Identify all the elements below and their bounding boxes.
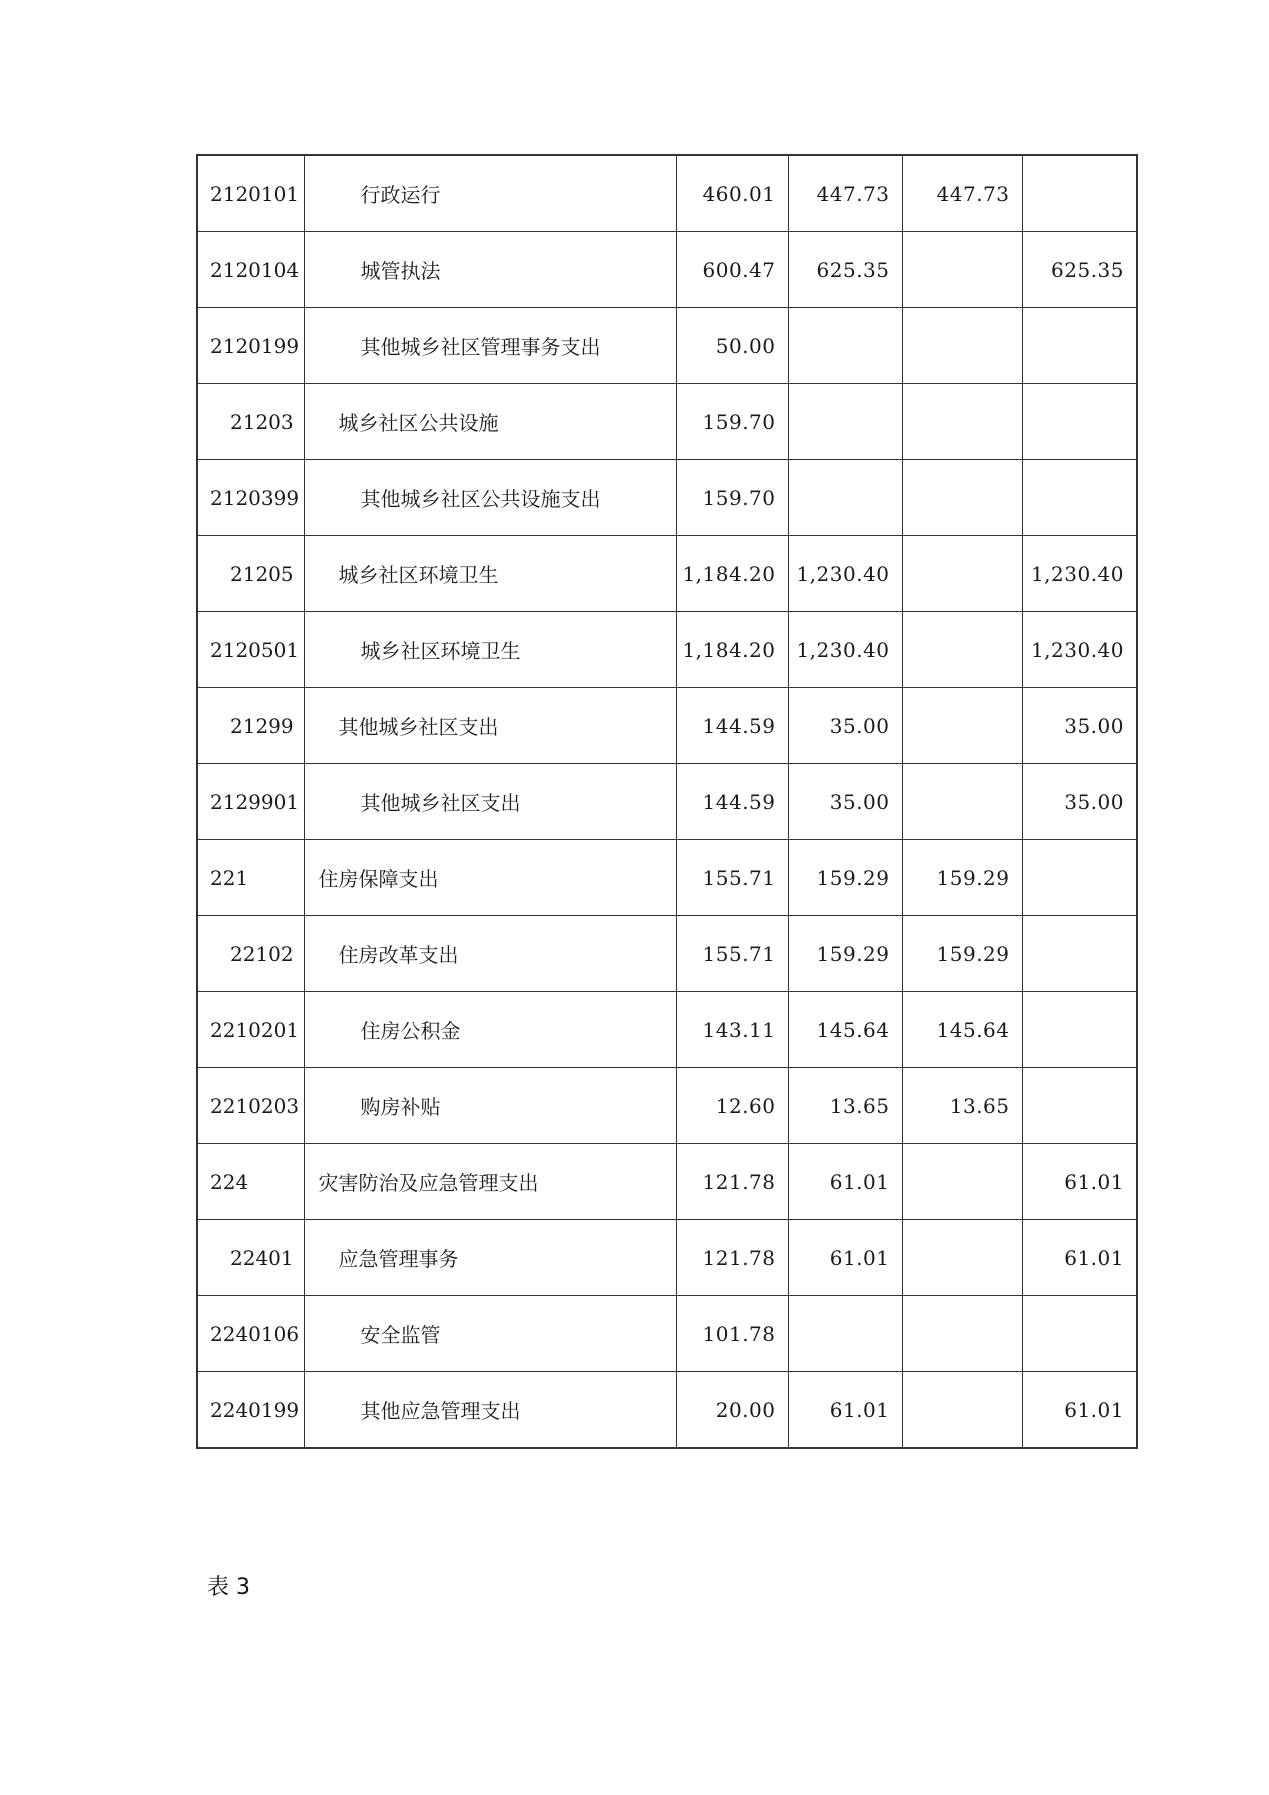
table-row — [197, 992, 1137, 1068]
amount-col2-cell: 447.73 — [788, 155, 902, 232]
amount-col4-cell — [1022, 1068, 1137, 1144]
amount-col4-cell: 1,230.40 — [1022, 612, 1137, 688]
amount-col1-cell: 50.00 — [676, 308, 788, 384]
amount-col2-cell: 61.01 — [788, 1372, 902, 1449]
function-name-cell: 其他应急管理支出 — [304, 1372, 676, 1449]
table-row — [197, 536, 1137, 612]
function-name-cell: 住房改革支出 — [304, 916, 676, 992]
amount-col1-cell: 20.00 — [676, 1372, 788, 1449]
amount-col2-cell: 35.00 — [788, 688, 902, 764]
function-name-cell: 其他城乡社区支出 — [304, 764, 676, 840]
amount-col4-cell — [1022, 308, 1137, 384]
amount-col3-cell — [902, 1296, 1022, 1372]
amount-col4-cell — [1022, 840, 1137, 916]
function-code-cell: 2210203 — [197, 1068, 304, 1144]
amount-col4-cell: 61.01 — [1022, 1144, 1137, 1220]
table-row — [197, 764, 1137, 840]
amount-col2-cell: 13.65 — [788, 1068, 902, 1144]
amount-col1-cell: 159.70 — [676, 460, 788, 536]
function-name-cell: 住房保障支出 — [304, 840, 676, 916]
amount-col3-cell — [902, 384, 1022, 460]
table-row — [197, 232, 1137, 308]
function-name-cell: 城乡社区公共设施 — [304, 384, 676, 460]
amount-col3-cell — [902, 536, 1022, 612]
amount-col2-cell: 35.00 — [788, 764, 902, 840]
amount-col3-cell — [902, 1144, 1022, 1220]
amount-col1-cell: 1,184.20 — [676, 612, 788, 688]
amount-col4-cell: 35.00 — [1022, 764, 1137, 840]
function-code-cell: 22102 — [197, 916, 304, 992]
amount-col4-cell: 1,230.40 — [1022, 536, 1137, 612]
amount-col2-cell — [788, 384, 902, 460]
amount-col4-cell — [1022, 460, 1137, 536]
amount-col4-cell: 625.35 — [1022, 232, 1137, 308]
amount-col2-cell — [788, 308, 902, 384]
table-row — [197, 1296, 1137, 1372]
amount-col3-cell: 145.64 — [902, 992, 1022, 1068]
amount-col1-cell: 143.11 — [676, 992, 788, 1068]
function-name-cell: 其他城乡社区支出 — [304, 688, 676, 764]
amount-col3-cell: 447.73 — [902, 155, 1022, 232]
amount-col3-cell — [902, 232, 1022, 308]
function-code-cell: 2120501 — [197, 612, 304, 688]
amount-col4-cell: 35.00 — [1022, 688, 1137, 764]
table-row — [197, 1220, 1137, 1296]
table-row — [197, 308, 1137, 384]
amount-col2-cell — [788, 1296, 902, 1372]
table-row — [197, 916, 1137, 992]
function-name-cell: 行政运行 — [304, 155, 676, 232]
amount-col2-cell: 159.29 — [788, 916, 902, 992]
amount-col3-cell: 159.29 — [902, 840, 1022, 916]
table-row — [197, 1372, 1137, 1449]
amount-col1-cell: 1,184.20 — [676, 536, 788, 612]
function-name-cell: 其他城乡社区管理事务支出 — [304, 308, 676, 384]
function-code-cell: 21205 — [197, 536, 304, 612]
amount-col2-cell: 1,230.40 — [788, 536, 902, 612]
table-row — [197, 155, 1137, 232]
amount-col1-cell: 144.59 — [676, 688, 788, 764]
amount-col1-cell: 121.78 — [676, 1220, 788, 1296]
amount-col3-cell: 159.29 — [902, 916, 1022, 992]
function-code-cell: 221 — [197, 840, 304, 916]
amount-col1-cell: 159.70 — [676, 384, 788, 460]
amount-col4-cell — [1022, 992, 1137, 1068]
amount-col3-cell — [902, 308, 1022, 384]
function-code-cell: 2120101 — [197, 155, 304, 232]
amount-col3-cell: 13.65 — [902, 1068, 1022, 1144]
table-row — [197, 1144, 1137, 1220]
function-name-cell: 城乡社区环境卫生 — [304, 536, 676, 612]
table-body — [197, 155, 1137, 1448]
table-row — [197, 384, 1137, 460]
function-code-cell: 21299 — [197, 688, 304, 764]
amount-col1-cell: 600.47 — [676, 232, 788, 308]
amount-col1-cell: 460.01 — [676, 155, 788, 232]
amount-col1-cell: 155.71 — [676, 840, 788, 916]
function-name-cell: 购房补贴 — [304, 1068, 676, 1144]
function-code-cell: 2129901 — [197, 764, 304, 840]
function-code-cell: 2120399 — [197, 460, 304, 536]
amount-col2-cell: 61.01 — [788, 1144, 902, 1220]
amount-col3-cell — [902, 1372, 1022, 1449]
amount-col1-cell: 101.78 — [676, 1296, 788, 1372]
amount-col4-cell — [1022, 384, 1137, 460]
function-code-cell: 2210201 — [197, 992, 304, 1068]
function-code-cell: 2240106 — [197, 1296, 304, 1372]
amount-col2-cell: 1,230.40 — [788, 612, 902, 688]
function-name-cell: 灾害防治及应急管理支出 — [304, 1144, 676, 1220]
table-row — [197, 840, 1137, 916]
function-code-cell: 2120104 — [197, 232, 304, 308]
amount-col4-cell — [1022, 1296, 1137, 1372]
amount-col2-cell: 625.35 — [788, 232, 902, 308]
amount-col2-cell: 159.29 — [788, 840, 902, 916]
amount-col3-cell — [902, 460, 1022, 536]
function-name-cell: 应急管理事务 — [304, 1220, 676, 1296]
table-label: 表 3 — [207, 1575, 250, 1600]
amount-col3-cell — [902, 1220, 1022, 1296]
function-code-cell: 224 — [197, 1144, 304, 1220]
function-code-cell: 2120199 — [197, 308, 304, 384]
function-code-cell: 21203 — [197, 384, 304, 460]
amount-col1-cell: 144.59 — [676, 764, 788, 840]
amount-col3-cell — [902, 764, 1022, 840]
function-code-cell: 22401 — [197, 1220, 304, 1296]
function-code-cell: 2240199 — [197, 1372, 304, 1449]
function-name-cell: 其他城乡社区公共设施支出 — [304, 460, 676, 536]
amount-col2-cell: 61.01 — [788, 1220, 902, 1296]
amount-col4-cell — [1022, 155, 1137, 232]
amount-col4-cell: 61.01 — [1022, 1220, 1137, 1296]
amount-col4-cell: 61.01 — [1022, 1372, 1137, 1449]
amount-col3-cell — [902, 688, 1022, 764]
table-row — [197, 612, 1137, 688]
function-name-cell: 城管执法 — [304, 232, 676, 308]
table-row — [197, 1068, 1137, 1144]
amount-col2-cell: 145.64 — [788, 992, 902, 1068]
amount-col4-cell — [1022, 916, 1137, 992]
budget-table — [196, 154, 1138, 1449]
function-name-cell: 安全监管 — [304, 1296, 676, 1372]
amount-col3-cell — [902, 612, 1022, 688]
table-row — [197, 688, 1137, 764]
amount-col1-cell: 155.71 — [676, 916, 788, 992]
amount-col1-cell: 121.78 — [676, 1144, 788, 1220]
amount-col2-cell — [788, 460, 902, 536]
function-name-cell: 住房公积金 — [304, 992, 676, 1068]
amount-col1-cell: 12.60 — [676, 1068, 788, 1144]
function-name-cell: 城乡社区环境卫生 — [304, 612, 676, 688]
table-row — [197, 460, 1137, 536]
